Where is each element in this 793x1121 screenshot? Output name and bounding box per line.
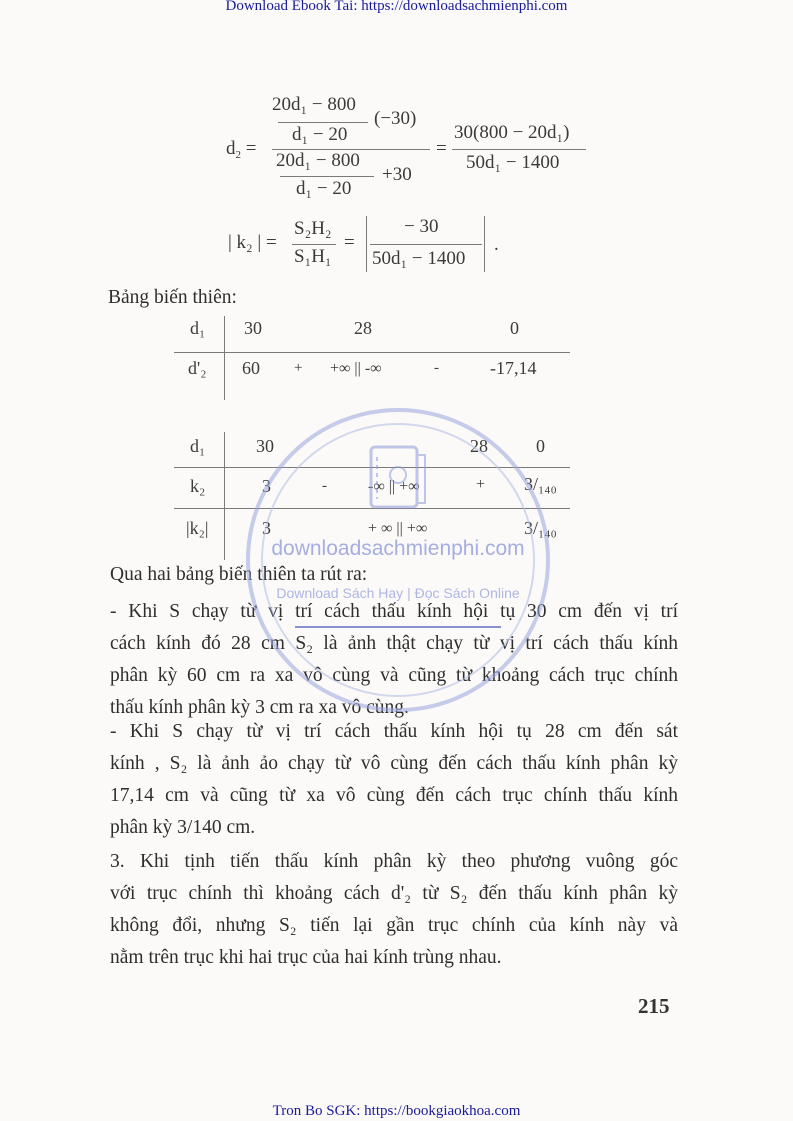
footer-sgk-link[interactable]: Tron Bo SGK: https://bookgiaokhoa.com (272, 1103, 521, 1119)
paragraph-line: nằm trên trục khi hai trục của hai kính trùng nhau. (110, 947, 502, 968)
k2-tail: . (494, 234, 499, 255)
t2-r1-v2: 28 (470, 436, 488, 456)
page-number: 215 (638, 994, 670, 1018)
header-download-link[interactable]: Download Ebook Tai: https://downloadsachmienphi.com (225, 0, 568, 14)
inner-num-factor: (−30) (374, 108, 417, 129)
inner-num-numerator: 20d₁ − 800 (272, 94, 356, 115)
paragraph-part-3 (110, 846, 678, 974)
t2-r3-v3: 3/₁₄₀ (524, 518, 557, 538)
t1-r2-sign1: + (294, 360, 303, 376)
inner-den-numerator: 20d₁ − 800 (276, 150, 360, 171)
t1-r1-v1: 30 (244, 318, 262, 338)
watermark-subtitle: Download Sách Hay | Đọc Sách Online (276, 585, 520, 601)
t2-r2-sign2: + (476, 476, 486, 493)
paragraph-line: - Khi S chạy từ vị trí cách thấu kính hội tụ 28 cm đến sát (110, 721, 678, 742)
equals-sign: = (436, 138, 447, 159)
t1-r2-v3: -17,14 (490, 358, 537, 378)
paragraph-line: cách kính đó 28 cm S₂ là ảnh thật chạy từ vị trí cách thấu kính (110, 633, 678, 654)
paragraph-case-1 (110, 596, 678, 724)
t1-r1-v3: 0 (510, 318, 519, 338)
k2-abs-den: 50d₁ − 1400 (372, 248, 466, 269)
t2-r2-v3: 3/₁₄₀ (524, 474, 557, 494)
t2-r3-v2: + ∞ || +∞ (368, 520, 428, 537)
formula-lhs: $d_2$ = (226, 138, 257, 161)
paragraph-line: phân kỳ 60 cm ra xa vô cùng và cũng từ khoảng cách trục chính (110, 665, 678, 686)
t1-r2-v2: +∞ || -∞ (330, 360, 382, 377)
t1-r1-v2: 28 (354, 318, 372, 338)
t1-r2-sign2: - (434, 360, 439, 376)
t2-label-d1: d₁ (190, 436, 206, 456)
t2-r2-v1: 3 (262, 476, 271, 496)
paragraph-line: thấu kính phân kỳ 3 cm ra xa vô cùng. (110, 697, 409, 718)
rhs-numerator: 30(800 − 20d₁) (454, 122, 570, 143)
paragraph-case-2 (110, 716, 678, 844)
t2-r1-v1: 30 (256, 436, 274, 456)
t2-r2-v2: -∞ || +∞ (368, 478, 420, 495)
t2-r2-sign1: - (322, 478, 327, 494)
t2-r3-v1: 3 (262, 518, 271, 538)
inner-num-denominator: d₁ − 20 (292, 124, 348, 145)
watermark-title: downloadsachmienphi.com (271, 537, 525, 560)
t1-r2-v1: 60 (242, 358, 260, 378)
inner-den-add: +30 (382, 164, 412, 185)
t2-label-abs-k2: |k₂| (186, 518, 209, 538)
k2-frac-den: S₁H₁ (294, 246, 332, 267)
t2-r1-v3: 0 (536, 436, 545, 456)
paragraph-line: kính , S₂ là ảnh ảo chạy từ vô cùng đến cách thấu kính phân kỳ (110, 753, 678, 774)
k2-abs-num: − 30 (404, 216, 439, 237)
paragraph-line: - Khi S chạy từ vị trí cách thấu kính hội tụ 30 cm đến vị trí (110, 601, 678, 622)
table-heading: Bảng biến thiên: (108, 287, 237, 308)
t1-label-d2: d'₂ (188, 358, 207, 378)
summary-intro: Qua hai bảng biến thiên ta rút ra: (110, 564, 368, 585)
paragraph-line: 3. Khi tịnh tiến thấu kính phân kỳ theo phương vuông góc (110, 851, 678, 872)
paragraph-line: 17,14 cm và cũng từ xa vô cùng đến cách trục chính thấu kính (110, 785, 678, 806)
t2-label-k2: k₂ (190, 476, 206, 496)
paragraph-line: không đổi, nhưng S₂ tiến lại gần trục chính của kính này và (110, 915, 678, 936)
k2-lhs: | k₂ | = (228, 232, 277, 253)
inner-den-denominator: d₁ − 20 (296, 178, 352, 199)
rhs-denominator: 50d₁ − 1400 (466, 152, 560, 173)
k2-frac-num: S₂H₂ (294, 218, 332, 239)
t1-label-d1: d₁ (190, 318, 206, 338)
paragraph-line: phân kỳ 3/140 cm. (110, 817, 256, 838)
k2-equals: = (344, 232, 355, 253)
paragraph-line: với trục chính thì khoảng cách d'₂ từ S₂ đến thấu kính phân kỳ (110, 883, 678, 904)
